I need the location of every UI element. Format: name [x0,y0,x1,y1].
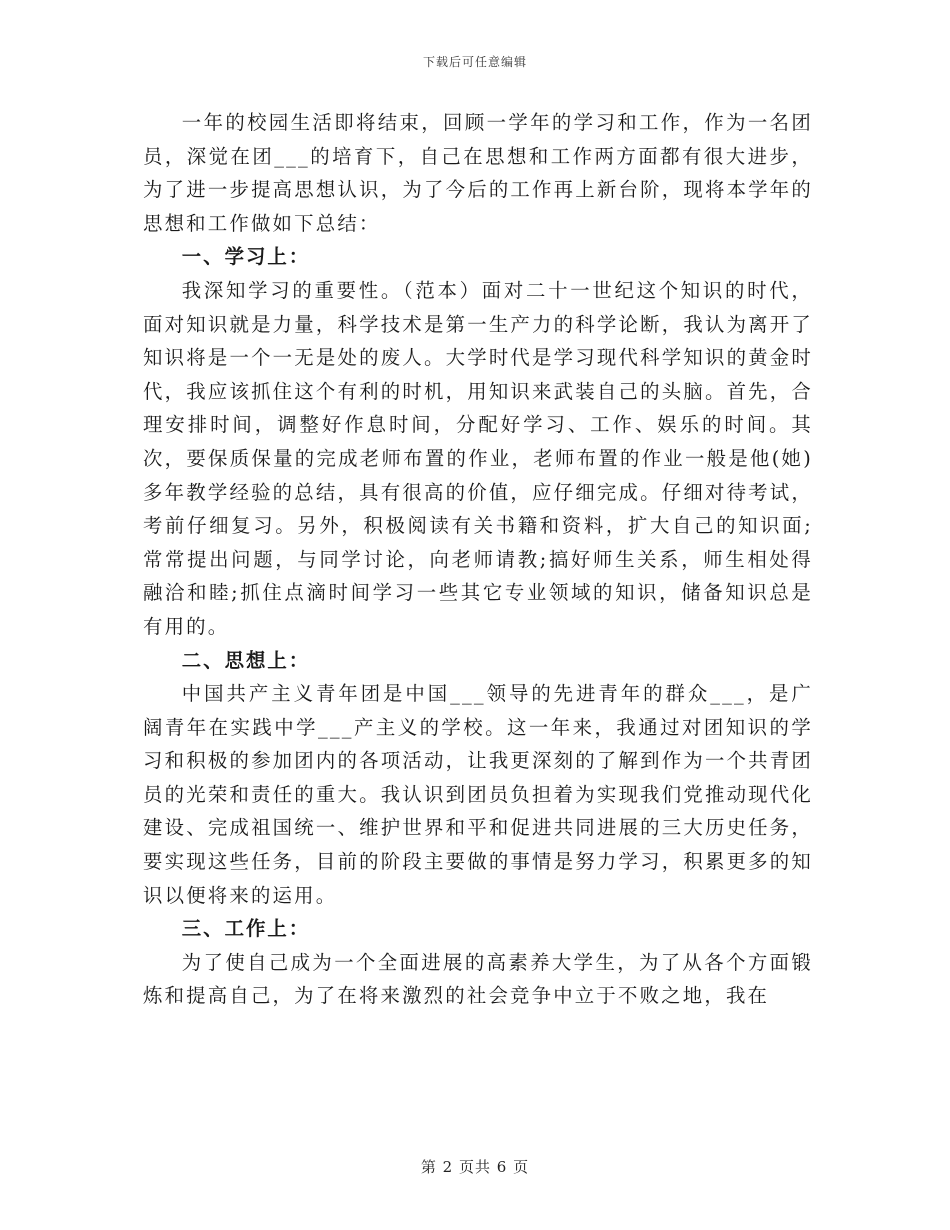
section-heading-work: 三、工作上： [181,917,311,941]
work-paragraph: 为了使自己成为一个全面进展的高素养大学生，为了从各个方面锻炼和提高自己，为了在将来激烈的社会竞争中立于不败之地，我在 [143,950,813,1008]
section-heading-thought: 二、思想上： [181,648,311,672]
section-heading-study: 一、学习上： [181,245,311,269]
intro-paragraph: 一年的校园生活即将结束，回顾一学年的学习和工作，作为一名团员，深觉在团___的培育下，自己在思想和工作两方面都有很大进步，为了进一步提高思想认识，为了今后的工作再上新台阶，现将本学年的思想和工作做如下总结： [143,111,813,235]
thought-paragraph: 中国共产主义青年团是中国___领导的先进青年的群众___，是广阔青年在实践中学___产主义的学校。这一年来，我通过对团知识的学习和积极的参加团内的各项活动，让我更深刻的了解到作为一个共青团员的光荣和责任的重大。我认识到团员负担着为实现我们党推动现代化建设、完成祖国统一、维护世界和平和促进共同进展的三大历史任务，要实现这些任务，目前的阶段主要做的事情是努力学习，积累更多的知识以便将来的运用。 [143,682,813,907]
document-body [143,106,813,1013]
page-number: 第 2 页共 6 页 [420,1158,530,1176]
study-paragraph: 我深知学习的重要性。（范本）面对二十一世纪这个知识的时代，面对知识就是力量，科学技术是第一生产力的科学论断，我认为离开了知识将是一个一无是处的废人。大学时代是学习现代科学知识的黄金时代，我应该抓住这个有利的时机，用知识来武装自己的头脑。首先，合理安排时间，调整好作息时间，分配好学习、工作、娱乐的时间。其次，要保质保量的完成老师布置的作业，老师布置的作业一般是他(她)多年教学经验的总结，具有很高的价值，应仔细完成。仔细对待考试，考前仔细复习。另外，积极阅读有关书籍和资料，扩大自己的知识面;常常提出问题，与同学讨论，向老师请教;搞好师生关系，师生相处得融洽和睦;抓住点滴时间学习一些其它专业领域的知识，储备知识总是有用的。 [143,278,813,638]
header-note: 下载后可任意编辑 [422,55,527,69]
